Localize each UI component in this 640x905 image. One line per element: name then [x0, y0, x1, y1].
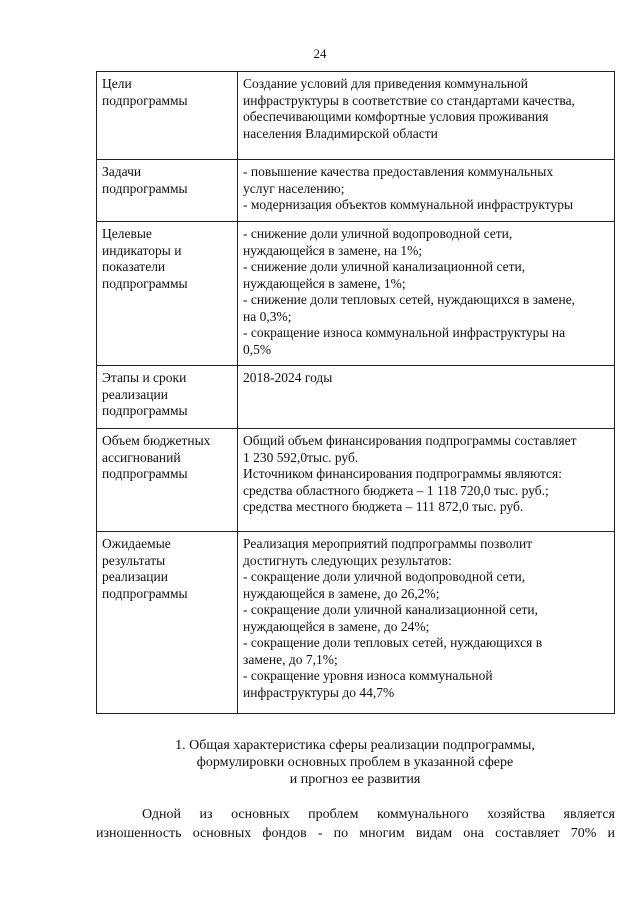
body-paragraph [96, 805, 615, 843]
row-label-terms: Этапы и сроки реализации подпрограммы [97, 366, 238, 429]
table-row-budget [97, 429, 615, 532]
row-value-indicators: - снижение доли уличной водопроводной сети, нуждающейся в замене, на 1%; - снижение доли уличной канализационной сети, нуждающейся в замене, 1%; - снижение доли тепловых сетей, нуждающихся в замене, на 0,3%; - сокращение износа коммунальной инфраструктуры на 0,5% [238, 222, 615, 366]
table-row-tasks [97, 160, 615, 222]
table-row-indicators [97, 222, 615, 366]
row-value-results: Реализация мероприятий подпрограммы позволит достигнуть следующих результатов: - сокращение доли уличной водопроводной сети, нуждающейся в замене, до 26,2%; - сокращение доли уличной канализационной сети, нуждающейся в замене, до 24%; - сокращение доли тепловых сетей, нуждающихся в замене, до 7,1%; - сокращение уровня износа коммунальной инфраструктуры до 44,7% [238, 532, 615, 714]
body-line: Одной из основных проблем коммунального хозяйства является [142, 807, 615, 822]
row-value-goals: Создание условий для приведения коммунальной инфраструктуры в соответствие со стандартами качества, обеспечивающими комфортные условия проживания населения Владимирской области [238, 72, 615, 160]
row-value-tasks: - повышение качества предоставления коммунальных услуг населению; - модернизация объектов коммунальной инфраструктуры [238, 160, 615, 222]
row-value-budget: Общий объем финансирования подпрограммы составляет 1 230 592,0тыс. руб. Источником финансирования подпрограммы являются: средства областного бюджета – 1 118 720,0 тыс. руб.; средства местного бюджета – 111 872,0 тыс. руб. [238, 429, 615, 532]
row-label-results: Ожидаемые результаты реализации подпрограммы [97, 532, 238, 714]
table-row-terms [97, 366, 615, 429]
section-heading: 1. Общая характеристика сферы реализации подпрограммы, формулировки основных проблем в указанной сфере и прогноз ее развития [175, 738, 535, 787]
row-value-terms: 2018-2024 годы [238, 366, 615, 429]
table-row-goals [97, 72, 615, 160]
page-number: 24 [313, 46, 327, 61]
subprogram-passport-table [96, 71, 615, 714]
body-line: изношенность основных фондов - по многим видам она составляет 70% и [96, 826, 615, 841]
row-label-tasks: Задачи подпрограммы [97, 160, 238, 222]
row-label-goals: Цели подпрограммы [97, 72, 238, 160]
row-label-budget: Объем бюджетных ассигнований подпрограммы [97, 429, 238, 532]
row-label-indicators: Целевые индикаторы и показатели подпрограммы [97, 222, 238, 366]
table-row-results [97, 532, 615, 714]
